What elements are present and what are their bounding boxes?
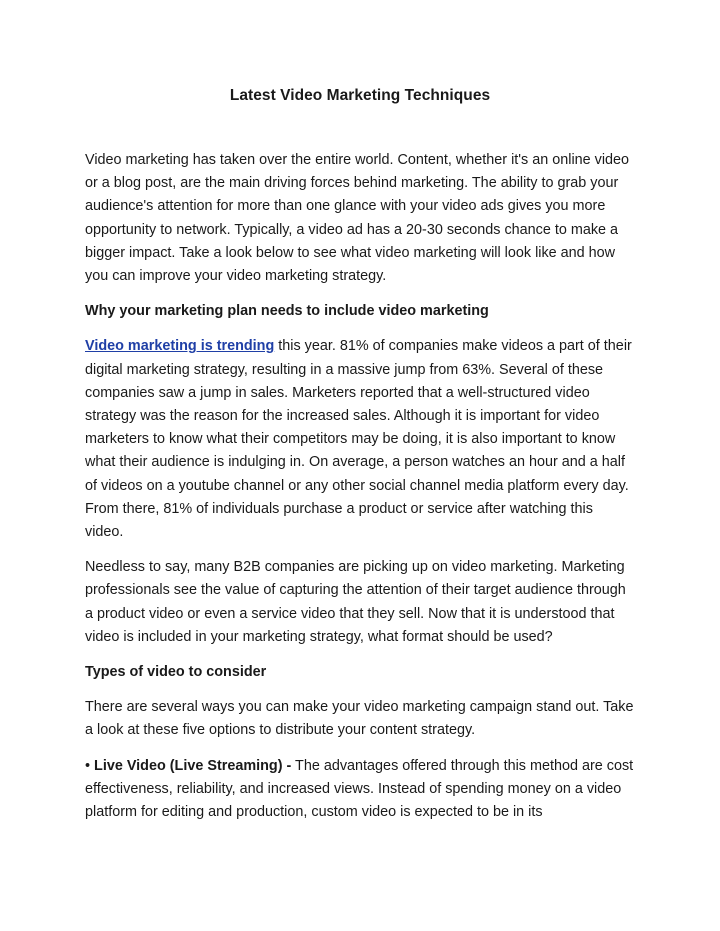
video-marketing-trending-link[interactable]: Video marketing is trending (85, 338, 275, 355)
live-video-label: Live Video (Live Streaming) - (94, 757, 292, 774)
section-heading-video-types: Types of video to consider (85, 664, 267, 681)
live-video-bullet (85, 755, 635, 825)
document-body (85, 84, 635, 836)
b2b-paragraph: Needless to say, many B2B companies are picking up on video marketing. Marketing professionals see the value of capturing the attention of their target audience through a product video or even a service video that they sell. Now that it is understood that video is included in your marketing strategy, what format should be used? (85, 559, 626, 645)
bullet-icon: • (85, 757, 91, 774)
document-title: Latest Video Marketing Techniques (229, 87, 491, 104)
options-paragraph: There are several ways you can make your video marketing campaign stand out. Take a look at these five options to distribute your content strategy. (85, 699, 634, 739)
trending-paragraph (85, 335, 635, 544)
intro-paragraph: Video marketing has taken over the entire world. Content, whether it's an online video or a blog post, are the main driving forces behind marketing. The ability to grab your audience's attention for more than one glance with your video ads gives you more opportunity to network. Typically, a video ad has a 20-30 seconds chance to make a bigger impact. Take a look below to see what video marketing will look like and how you can improve your video marketing strategy. (85, 152, 630, 285)
section-heading-why-video: Why your marketing plan needs to include video marketing (85, 303, 489, 320)
trending-paragraph-text: this year. 81% of companies make videos a part of their digital marketing strategy, resulting in a massive jump from 63%. Several of these companies saw a jump in sales. Marketers reported that a well-structured video strategy was the reason for the increased sales. Although it is important for video marketers to know what their competitors may be doing, it is also important to know what their audience is indulging in. On average, a person watches an hour and a half of videos on a youtube channel or any other social channel media platform every day. From there, 81% of individuals purchase a product or service after watching this video. (85, 338, 632, 541)
live-video-text: The advantages offered through this method are cost effectiveness, reliability, and increased views. Instead of spending money on a video platform for editing and production, custom video is expected to be in its (85, 757, 634, 821)
